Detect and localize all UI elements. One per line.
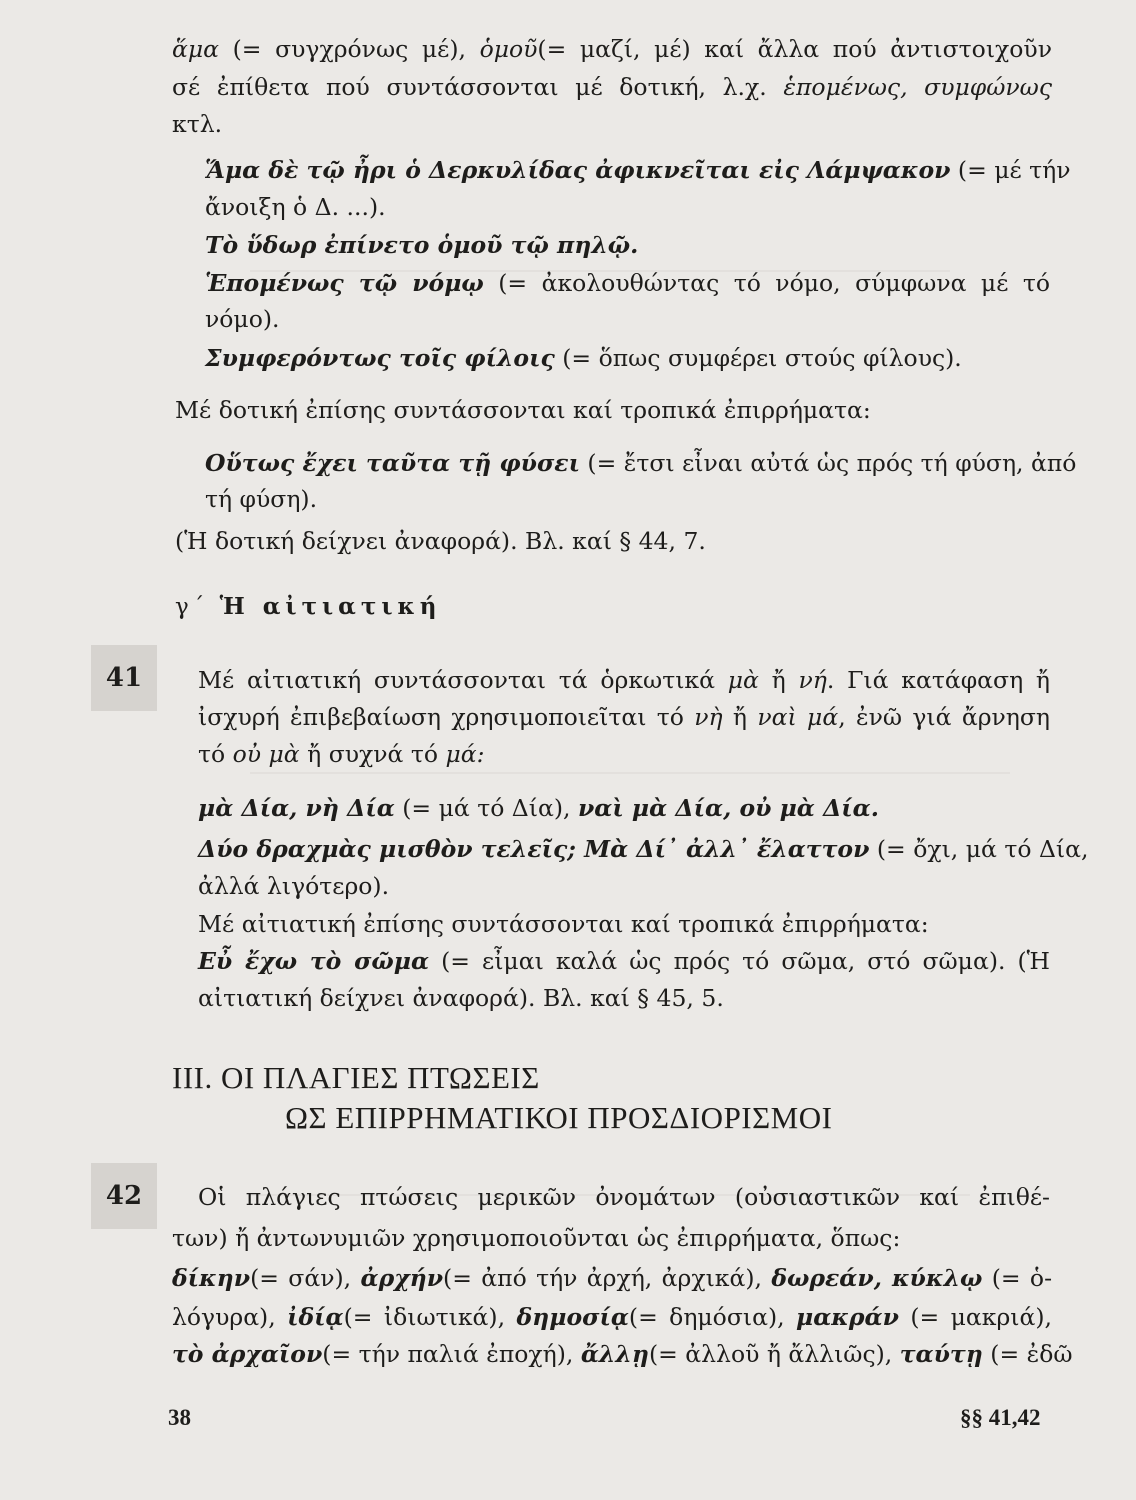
text-span: μά:	[445, 740, 485, 768]
example-line	[205, 153, 1071, 187]
text-span: αἰτιατική δείχνει ἀναφορά). Βλ. καί § 45, 5.	[198, 984, 724, 1012]
text-span: ἄλλῃ	[580, 1340, 649, 1368]
text-span: ταύτῃ	[899, 1340, 983, 1368]
text-span: νόμο).	[205, 305, 280, 333]
text-span: Δύο δραχμὰς μισθὸν τελεῖς; Μὰ Δί᾽ ἀλλ᾽ ἔλαττον	[198, 835, 870, 863]
subheading-title: Ἡ αἰτιατική	[219, 593, 442, 620]
text-span: (= ἐδῶ	[982, 1340, 1073, 1368]
text-span: (= ἔτσι εἶναι αὐτά ὡς πρός τή φύση, ἀπό	[579, 449, 1077, 477]
text-line	[198, 981, 1050, 1015]
text-span: Ἑπομένως τῷ νόμῳ	[205, 269, 484, 297]
text-span: (= εἶμαι καλά ὡς πρός τό σῶμα, στό σῶμα). (Ἡ	[429, 947, 1050, 975]
text-span: Μέ αἰτιατική συντάσσονται τά ὁρκωτικά	[198, 666, 728, 694]
example-line	[205, 482, 1050, 516]
text-span: δίκην	[172, 1264, 251, 1292]
text-span: ναὶ μὰ Δία, οὐ μὰ Δία.	[577, 794, 879, 822]
example-line	[198, 869, 1050, 903]
text-span: (= δημόσια),	[628, 1303, 797, 1331]
text-line	[198, 663, 1050, 697]
text-line	[172, 107, 1052, 141]
text-span: (= ἀλλοῦ ἤ ἄλλιῶς),	[648, 1340, 900, 1368]
text-line	[172, 32, 1052, 66]
text-span: μακράν	[796, 1303, 899, 1331]
example-line	[205, 341, 1050, 375]
text-span: μὰ	[727, 666, 759, 694]
text-line	[198, 907, 1050, 941]
text-span: τὸ ἀρχαῖον	[172, 1340, 323, 1368]
text-span: κτλ.	[172, 110, 223, 138]
text-span: Οὕτως ἔχει ταῦτα τῇ φύσει	[205, 449, 580, 477]
text-line	[172, 1261, 1052, 1295]
example-line	[198, 832, 1089, 866]
section-number-41: 41	[91, 645, 157, 711]
text-span: (Ἡ δοτική δείχνει ἀναφορά). Βλ. καί § 44, 7.	[175, 527, 706, 555]
text-span: Τὸ ὕδωρ ἐπίνετο ὁμοῦ τῷ πηλῷ.	[205, 231, 639, 259]
text-span: των) ἤ ἀντωνυμιῶν χρησιμοποιοῦνται ὡς ἐπιρρήματα, ὅπως:	[172, 1224, 901, 1252]
text-span: (= σάν),	[250, 1264, 361, 1292]
text-line	[198, 700, 1050, 734]
text-line	[175, 524, 1055, 558]
text-span: τή φύση).	[205, 485, 318, 513]
text-line	[198, 737, 1050, 771]
section-reference: §§ 41,42	[960, 1405, 1041, 1430]
text-span: ἰδίᾳ	[287, 1303, 344, 1331]
text-span: (= ὁ-	[982, 1264, 1053, 1292]
text-span: Μέ δοτική ἐπίσης συντάσσονται καί τροπικά ἐπιρρήματα:	[175, 396, 871, 424]
text-span: ἤ συχνά τό	[299, 740, 446, 768]
text-span: (= ἀπό τήν ἀρχή, ἀρχικά),	[443, 1264, 772, 1292]
example-line	[205, 190, 1050, 224]
text-span: νή	[798, 666, 827, 694]
subheading-prefix: γ΄	[175, 594, 209, 620]
text-span: (= τήν παλιά ἐποχή),	[322, 1340, 581, 1368]
text-span: ἤ	[722, 703, 758, 731]
text-span: Ἅμα δὲ τῷ ἦρι ὁ Δερκυλίδας ἀφικνεῖται εἰς Λάμψακον	[205, 156, 951, 184]
text-span: τό	[198, 740, 233, 768]
text-span: Μέ αἰτιατική ἐπίσης συντάσσονται καί τροπικά ἐπιρρήματα:	[198, 910, 929, 938]
example-line	[205, 228, 1050, 262]
text-span: (= συγχρόνως μέ),	[219, 35, 480, 63]
text-span: (= ὅπως συμφέρει στούς φίλους).	[554, 344, 962, 372]
text-span: Οἱ πλάγιες πτώσεις μερικῶν ὀνομάτων (οὐσιαστικῶν καί ἐπιθέ-	[198, 1183, 1050, 1211]
text-line	[172, 70, 1052, 104]
text-span: δωρεάν, κύκλῳ	[771, 1264, 983, 1292]
section-heading-line1: ΙΙΙ. ΟΙ ΠΛΑΓΙΕΣ ΠΤΩΣΕΙΣ	[172, 1060, 540, 1095]
text-span: (= μαζί, μέ) καί ἄλλα πού ἀντιστοιχοῦν	[537, 35, 1052, 63]
text-span: ἑπομένως, συμφώνως	[783, 73, 1053, 101]
text-span: . Γιά κατάφαση ἤ	[826, 666, 1050, 694]
text-span: (= ἰδιωτικά),	[343, 1303, 517, 1331]
example-line	[205, 266, 1050, 300]
page-number: 38	[168, 1405, 191, 1430]
text-span: ναὶ μά	[757, 703, 839, 731]
text-span: (= ὄχι, μά τό Δία,	[869, 835, 1089, 863]
text-span: ἀλλά λιγότερο).	[198, 872, 390, 900]
text-span: ὁμοῦ	[479, 35, 538, 63]
text-line	[172, 1337, 1073, 1371]
text-span: (= ἀκολουθώντας τό νόμο, σύμφωνα μέ τό	[483, 269, 1050, 297]
section-number-42: 42	[91, 1163, 157, 1229]
example-line	[205, 302, 1050, 336]
text-line	[172, 1221, 1052, 1255]
text-span: , ἐνῶ γιά ἄρνηση	[838, 703, 1050, 731]
text-span: (= μά τό Δία),	[394, 794, 578, 822]
text-span: ἅμα	[172, 35, 220, 63]
text-line	[198, 1180, 1050, 1214]
text-span: (= μέ τήν	[950, 156, 1071, 184]
example-line	[198, 944, 1050, 978]
text-span: Συμφερόντως τοῖς φίλοις	[205, 344, 555, 372]
example-line	[198, 791, 1050, 825]
text-span: Εὖ ἔχω τὸ σῶμα	[198, 947, 430, 975]
text-span: μὰ Δία, νὴ Δία	[198, 794, 395, 822]
text-span: οὐ μὰ	[232, 740, 300, 768]
text-span: (= μακριά),	[898, 1303, 1052, 1331]
text-span: ἀρχήν	[360, 1264, 444, 1292]
text-span: λόγυρα),	[172, 1303, 288, 1331]
text-span: σέ ἐπίθετα πού συντάσσονται μέ δοτική, λ.χ.	[172, 73, 784, 101]
text-line	[175, 393, 1055, 427]
text-line	[172, 1300, 1052, 1334]
text-span: ἤ	[758, 666, 799, 694]
text-span: νὴ	[694, 703, 723, 731]
text-span: ἄνοιξη ὁ Δ. ...).	[205, 193, 386, 221]
text-span: ἰσχυρή ἐπιβεβαίωση χρησιμοποιεῖται τό	[198, 703, 695, 731]
text-span: δημοσίᾳ	[516, 1303, 629, 1331]
example-line	[205, 446, 1077, 480]
section-heading-line2: ΩΣ ΕΠΙΡΡΗΜΑΤΙΚΟΙ ΠΡΟΣΔΙΟΡΙΣΜΟΙ	[285, 1100, 833, 1135]
subheading	[175, 590, 441, 624]
